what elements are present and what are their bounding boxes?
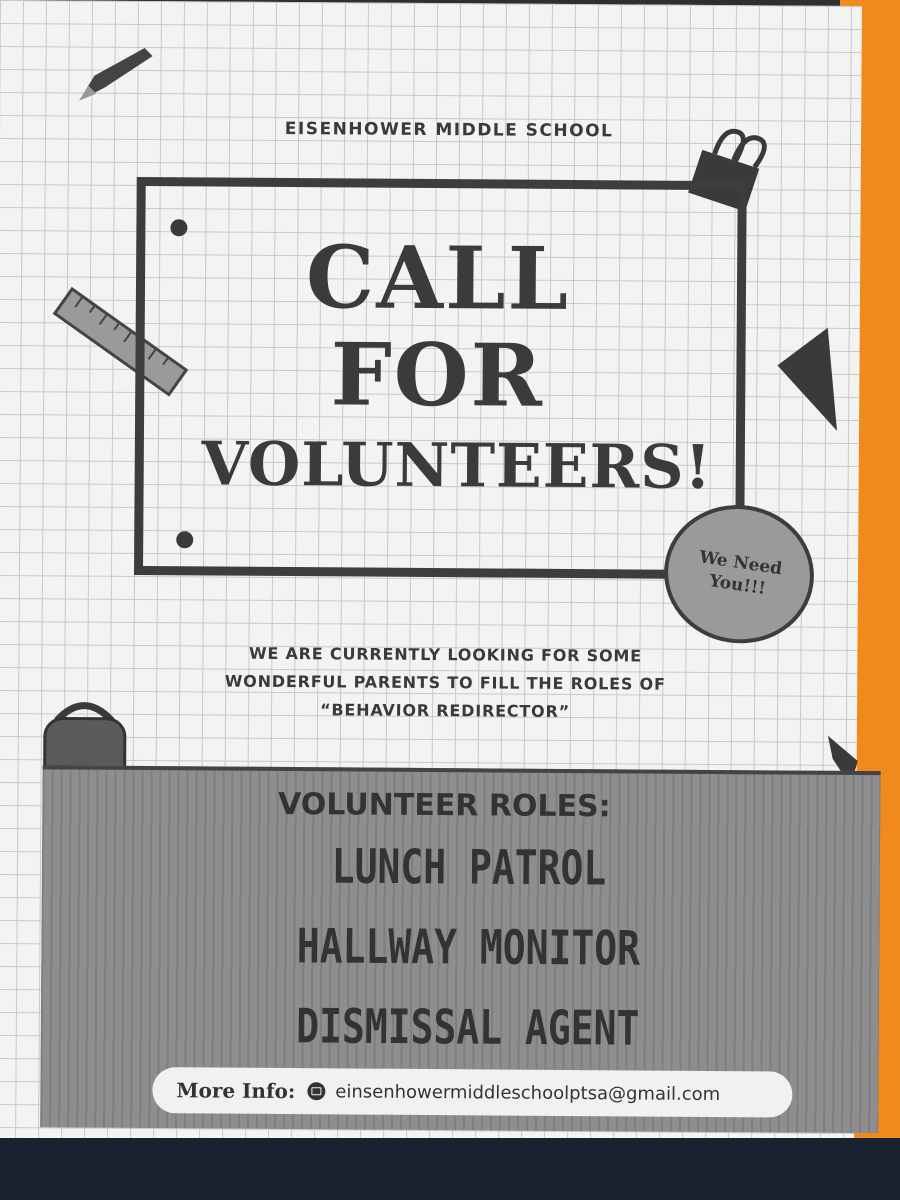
roles-heading: VOLUNTEER ROLES: bbox=[278, 786, 611, 825]
badge-text: We Need You!!! bbox=[697, 547, 784, 600]
mail-icon bbox=[307, 1082, 325, 1100]
intro-text bbox=[195, 639, 696, 726]
title-line-for: FOR bbox=[330, 324, 545, 427]
pencil-icon bbox=[74, 46, 154, 107]
more-info-label: More Info: bbox=[176, 1078, 296, 1104]
punch-hole-top bbox=[170, 219, 187, 236]
role-lunch-patrol: LUNCH PATROL bbox=[331, 838, 607, 896]
more-info-bar bbox=[152, 1067, 792, 1117]
title-line-call: CALL bbox=[305, 227, 571, 330]
role-hallway-monitor: HALLWAY MONITOR bbox=[296, 918, 641, 976]
school-name: EISENHOWER MIDDLE SCHOOL bbox=[284, 118, 614, 142]
role-dismissal-agent: DISMISSAL AGENT bbox=[296, 998, 640, 1056]
contact-email: einsenhowermiddleschoolptsa@gmail.com bbox=[335, 1080, 721, 1105]
intro-line: WONDERFUL PARENTS TO FILL THE ROLES OF bbox=[224, 671, 666, 694]
set-square-icon bbox=[772, 325, 843, 435]
desk-surface bbox=[0, 1138, 900, 1200]
intro-line: “BEHAVIOR REDIRECTOR” bbox=[320, 700, 571, 721]
punch-hole-bottom bbox=[176, 531, 193, 548]
intro-line: WE ARE CURRENTLY LOOKING FOR SOME bbox=[248, 643, 642, 666]
title-line-volunteers: VOLUNTEERS! bbox=[201, 429, 713, 503]
